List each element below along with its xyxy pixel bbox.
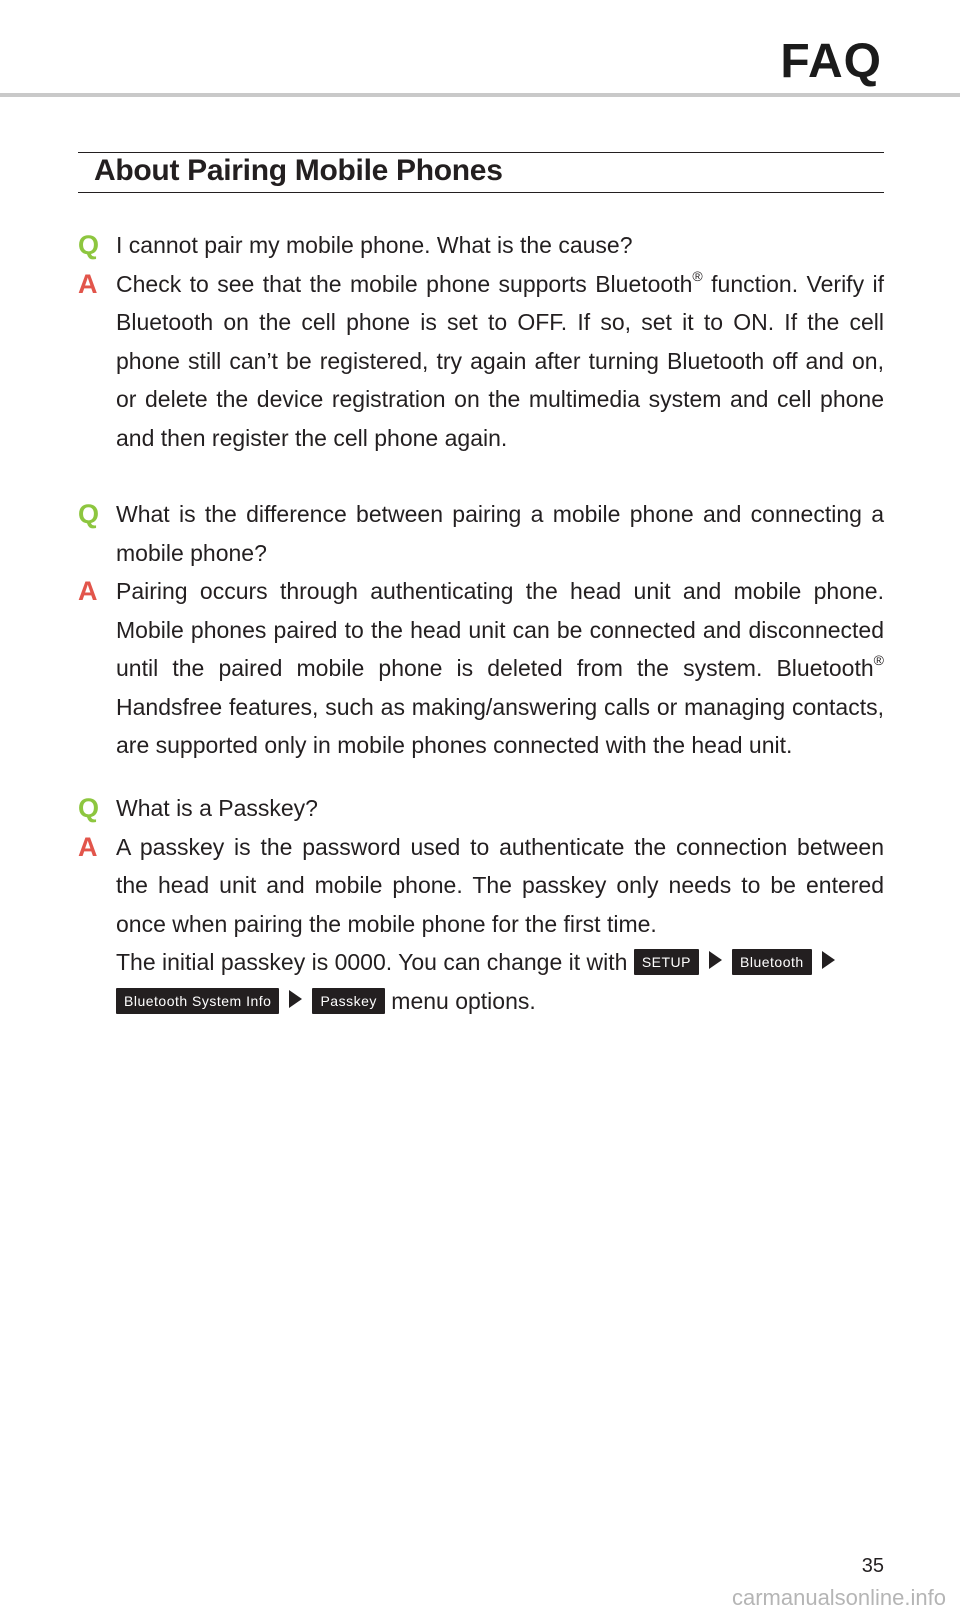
menu-bluetooth-button: Bluetooth xyxy=(732,949,812,975)
question-text: I cannot pair my mobile phone. What is the cause? xyxy=(116,232,633,258)
answer-text: menu options. xyxy=(391,987,536,1014)
q-marker: Q xyxy=(78,499,100,529)
qa-item xyxy=(78,495,884,765)
answer xyxy=(78,265,884,458)
section-title: About Pairing Mobile Phones xyxy=(94,154,503,187)
answer-text: function. Verify if Bluetooth on the cell phone is set to OFF. If so, set it to ON. If the cell phone still can’t be registered, try again after turning Bluetooth off and on, or delete the device registration on the multimedia system and cell phone and then register the cell phone again. xyxy=(116,270,885,451)
page-header-title: FAQ xyxy=(780,35,882,88)
question xyxy=(78,495,884,572)
header-divider xyxy=(0,93,960,97)
watermark: carmanualsonline.info xyxy=(731,1585,946,1610)
page-number: 35 xyxy=(861,1555,884,1577)
answer-text: Pairing occurs through authenticating the head unit and mobile phone. Mobile phones paired to the head unit can be connected and disconnected until the paired mobile phone is deleted from the system. Bluetooth xyxy=(116,578,884,681)
answer xyxy=(78,828,884,1021)
arrow-right-icon xyxy=(709,951,722,969)
a-marker: A xyxy=(78,831,98,862)
menu-bluetooth-system-info-button: Bluetooth System Info xyxy=(116,988,279,1014)
qa-item xyxy=(78,789,884,1020)
arrow-right-icon xyxy=(822,951,835,969)
registered-mark: ® xyxy=(692,267,703,284)
menu-passkey-button: Passkey xyxy=(312,988,384,1014)
question-text: What is the difference between pairing a mobile phone and connecting a mobile phone? xyxy=(116,501,884,566)
arrow-right-icon xyxy=(289,990,302,1008)
answer-text: The initial passkey is 0000. You can change it with xyxy=(116,949,628,975)
registered-mark: ® xyxy=(873,652,884,668)
answer xyxy=(78,572,884,765)
a-marker: A xyxy=(78,576,98,606)
menu-setup-button: SETUP xyxy=(634,949,699,975)
section-heading-box xyxy=(78,152,884,193)
answer-text: A passkey is the password used to authenticate the connection between the head unit and mobile phone. The passkey only needs to be entered once when pairing the mobile phone for the first time. xyxy=(116,833,884,937)
answer-text: Handsfree features, such as making/answering calls or managing contacts, are supported only in mobile phones connected with the head unit. xyxy=(116,693,884,758)
question-text: What is a Passkey? xyxy=(116,795,318,821)
a-marker: A xyxy=(78,268,98,299)
question xyxy=(78,789,884,828)
q-marker: Q xyxy=(78,793,100,823)
question xyxy=(78,226,884,265)
q-marker: Q xyxy=(78,230,100,260)
qa-item xyxy=(78,226,884,457)
answer-text: Check to see that the mobile phone supports Bluetooth xyxy=(116,270,693,297)
